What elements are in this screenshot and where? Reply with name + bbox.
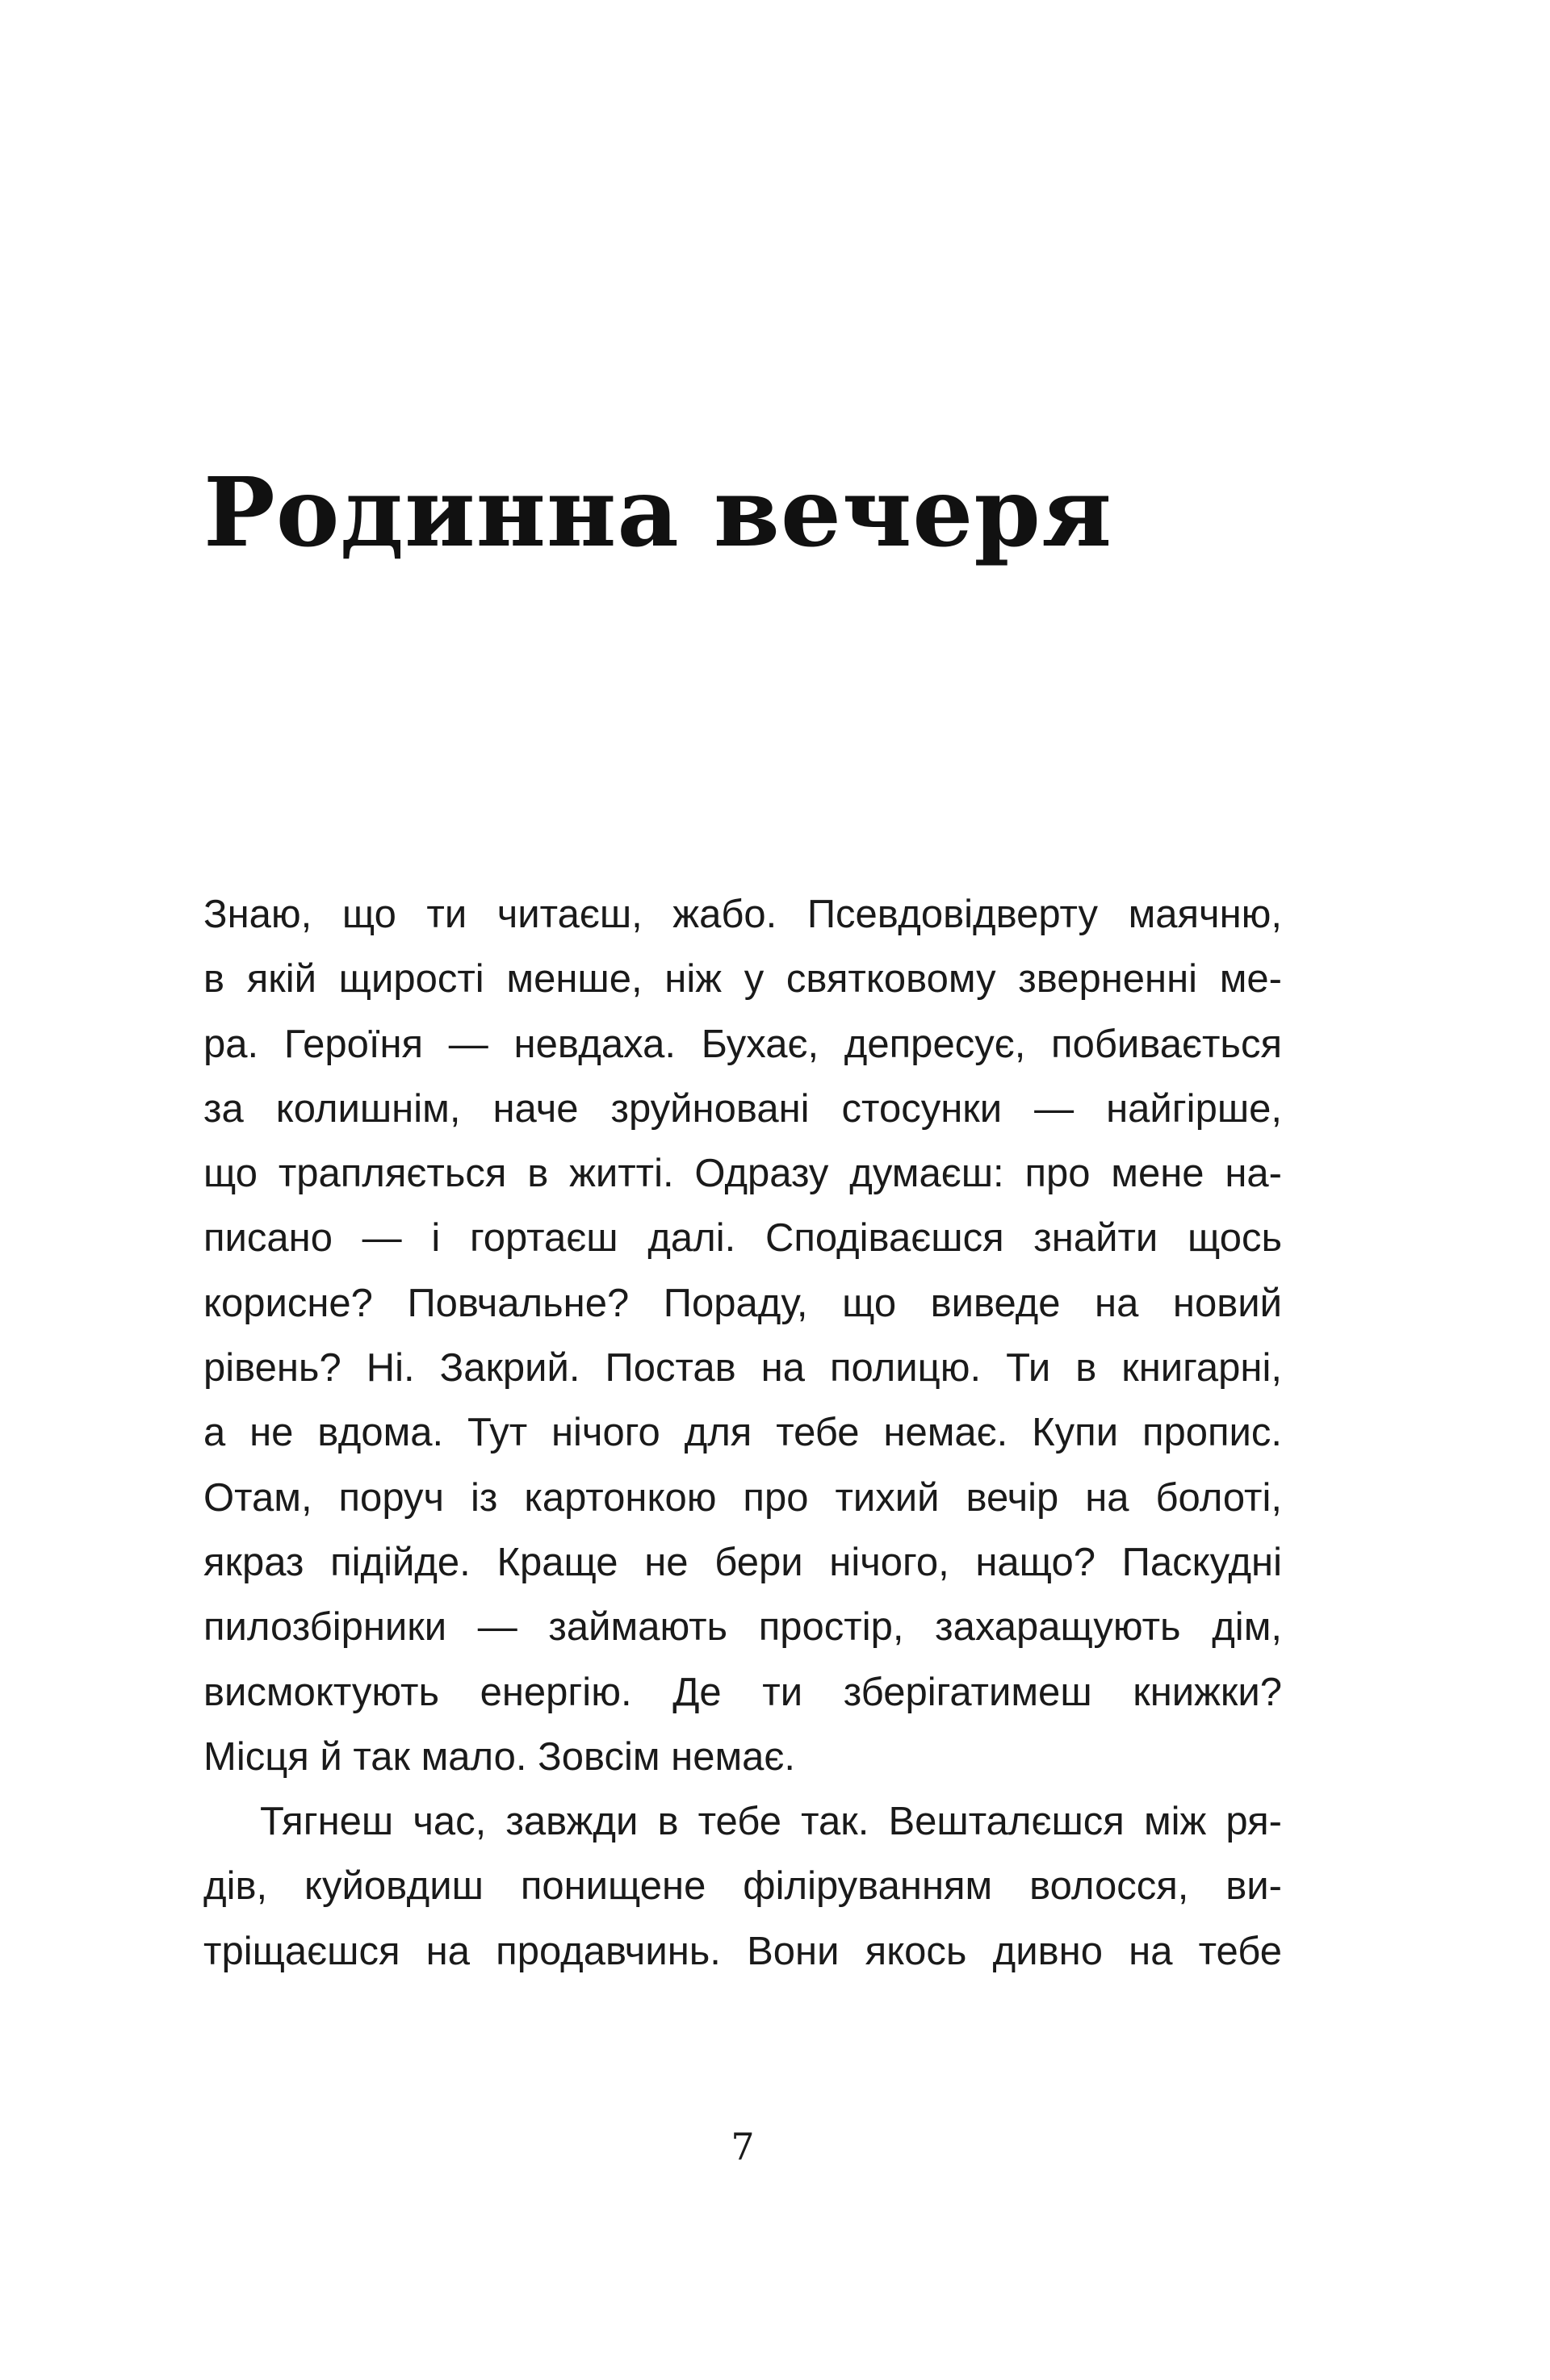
text-line: дів, куйовдиш понищене філіруванням волосся, ви-: [203, 1864, 1282, 1909]
page-number: 7: [731, 2125, 755, 2169]
text-line: рівень? Ні. Закрий. Постав на полицю. Ти в книгарні,: [203, 1346, 1282, 1391]
text-line: Тягнеш час, завжди в тебе так. Вешталєшся між ря-: [260, 1800, 1282, 1844]
text-line: в якій щирості менше, ніж у святковому зверненні ме-: [203, 957, 1282, 1002]
text-line: писано — і гортаєш далі. Сподіваєшся знайти щось: [203, 1216, 1282, 1261]
text-line: пилозбірники — займають простір, захаращують дім,: [203, 1605, 1282, 1650]
text-line: а не вдома. Тут нічого для тебе немає. Купи пропис.: [203, 1411, 1282, 1455]
body-text: [203, 882, 1282, 1984]
text-line: висмоктують енергію. Де ти зберігатимеш книжки?: [203, 1670, 1282, 1714]
text-line: якраз підійде. Краще не бери нічого, нащо? Паскудні: [203, 1540, 1282, 1584]
text-line: за колишнім, наче зруйновані стосунки — найгірше,: [203, 1086, 1282, 1131]
text-line: Знаю, що ти читаєш, жабо. Псевдовідверту маячню,: [203, 893, 1282, 936]
text-line: що трапляється в житті. Одразу думаєш: про мене на-: [203, 1152, 1282, 1196]
text-line: Отам, поруч із картонкою про тихий вечір на болоті,: [203, 1475, 1282, 1520]
text-line: корисне? Повчальне? Пораду, що виведе на новий: [203, 1281, 1282, 1325]
chapter-title: Родинна вечеря: [203, 456, 1113, 568]
text-line: тріщаєшся на продавчинь. Вони якось дивно на тебе: [203, 1929, 1282, 1973]
text-line: ра. Героїня — невдаха. Бухає, депресує, побивається: [203, 1022, 1282, 1066]
text-line: Місця й так мало. Зовсім немає.: [203, 1734, 796, 1779]
